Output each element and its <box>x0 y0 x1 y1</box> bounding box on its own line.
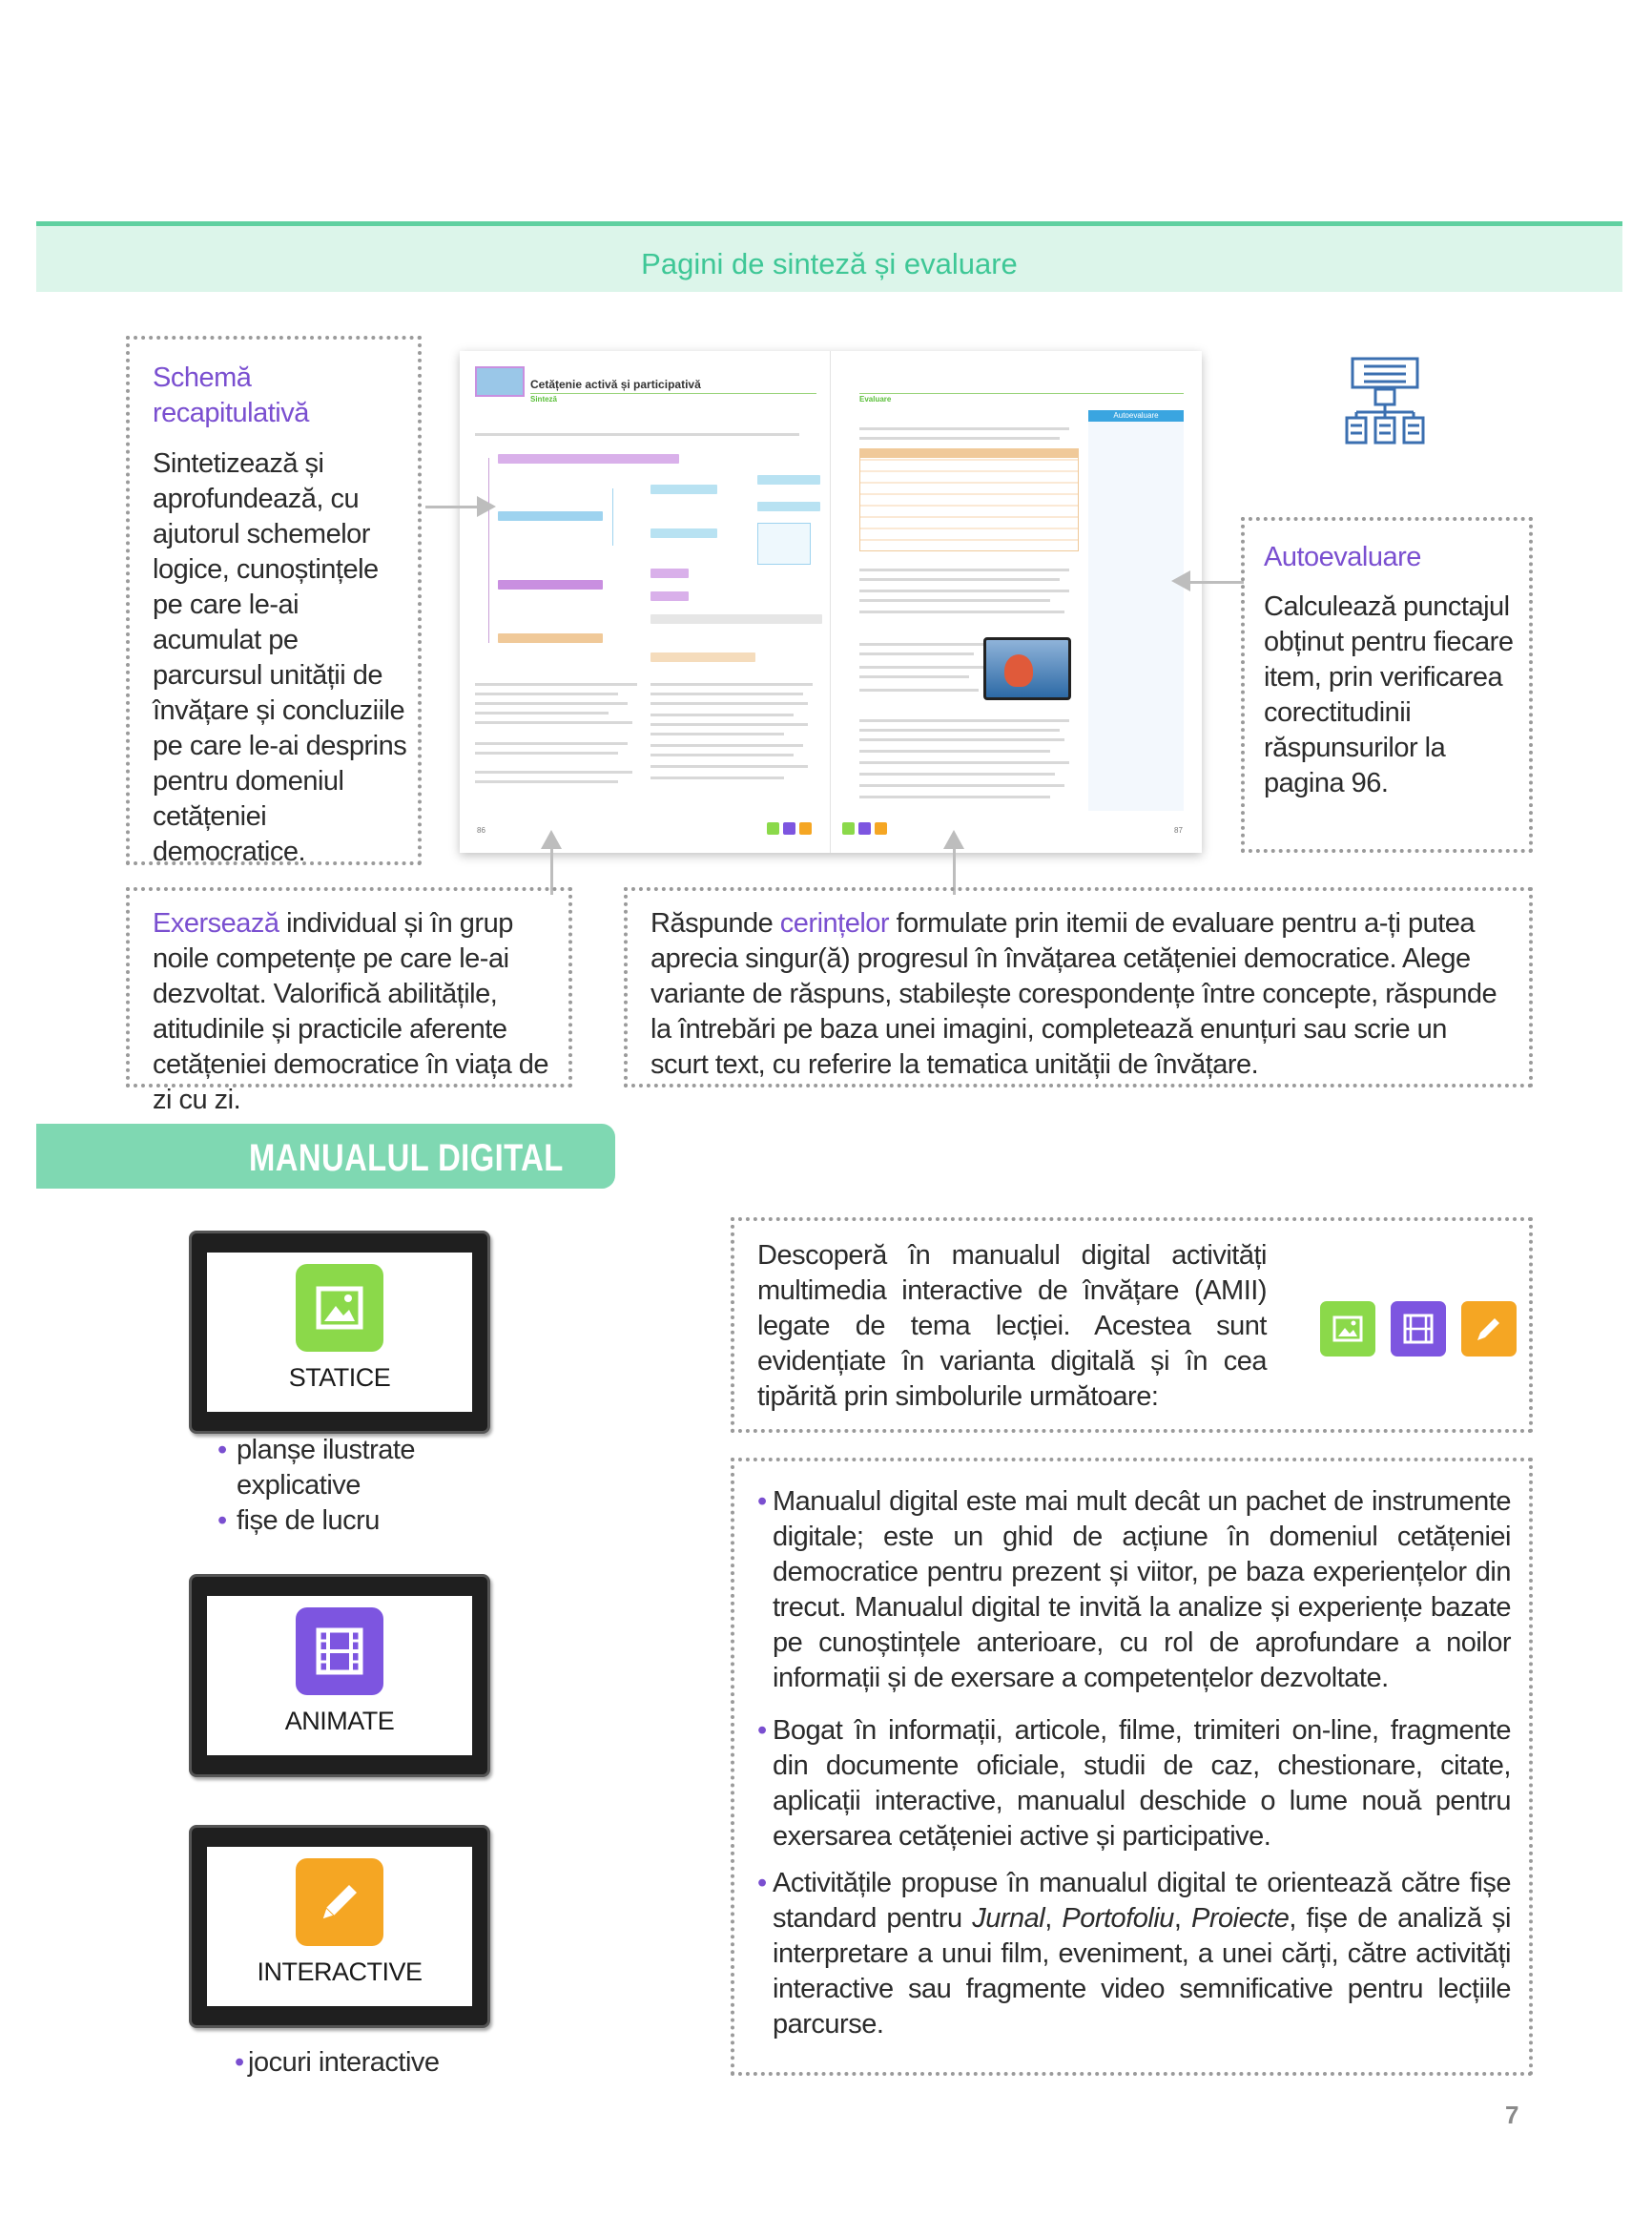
manual-digital-tab <box>36 1124 615 1189</box>
textbook-preview <box>460 351 1202 853</box>
section-title: Pagini de sinteză și evaluare <box>641 247 1018 280</box>
statice-list-item: • fișe de lucru <box>217 1505 380 1536</box>
exerseaza-text <box>153 906 561 1118</box>
amii-intro-box <box>731 1217 1533 1433</box>
autoevaluare-text: Calculează punctajul obținut pentru fiecare item, prin verificarea corectitudinii răspunsurilor la pagina 96. <box>1264 591 1514 798</box>
tablet-statice-label: STATICE <box>288 1363 391 1392</box>
book-right-page-number: 87 <box>1174 826 1183 835</box>
tablet-interactive <box>189 1825 490 2028</box>
statice-list-item: • planșe ilustrate explicative <box>217 1435 416 1501</box>
arrow-raspunde-head <box>943 830 964 849</box>
arrow-autoevaluare <box>1187 581 1244 584</box>
book-left-section: Sinteză <box>530 395 558 404</box>
book-title: Cetățenie activă și participativă <box>530 378 701 391</box>
schema-text: Sintetizează și aprofundează, cu ajutorul schemelor logice, cunoștințele pe care le-ai acumulat pe parcursul unității de învățare și concluziile pe care le-ai desprins pentru domeniul cetățeniei democratice. <box>153 448 407 867</box>
tablet-interactive-label: INTERACTIVE <box>257 1957 423 1986</box>
page-number: 7 <box>1505 2101 1519 2129</box>
textbook-right-page <box>831 351 1202 853</box>
textbook-left-page <box>460 351 831 853</box>
statice-list <box>217 1433 465 1539</box>
raspunde-body: formulate prin itemii de evaluare pentru a-ți putea aprecia singur(ă) progresul în învățarea cetățeniei democratice. Alege variante de răspuns, stabilește corespondențe între concepte, răspunde la întrebări pe baza unei imagini, completează enunțuri sau scrie un scurt text, cu referire la tematica unității de învățare. <box>650 908 1497 1080</box>
raspunde-text <box>650 906 1509 1083</box>
book-autoeval-box <box>1088 410 1184 811</box>
arrow-autoevaluare-head <box>1171 570 1190 591</box>
hierarchy-diagram-icon <box>1345 357 1425 445</box>
bullet-item: • Activitățile propuse în manualul digital te orientează către fișe standard pentru Jurnal, Portofoliu, Proiecte, fișe de analiză și interpretare a unui film, eveniment, a unei cărți, către activități interactive sau fragmente video semnificative pentru lecțiile parcurse. <box>757 1868 1511 2040</box>
pencil-icon <box>1461 1301 1517 1357</box>
raspunde-highlight: cerințelor <box>779 908 890 939</box>
raspunde-box <box>624 887 1533 1087</box>
arrow-exerseaza-head <box>541 830 562 849</box>
bullet-item: • Manualul digital este mai mult decât un pachet de instrumente digitale; este un ghid de acțiune în domeniul cetățeniei democratice pentru prezent și viitor, pe baza experiențelor din trecut. Manualul digital te invită la analize și experiențe bazate pe cunoștințele anterioare, cu rol de aprofundare a noilor informații și de exersare a competențelor dezvoltate. <box>757 1486 1511 1693</box>
pencil-icon <box>296 1858 383 1946</box>
schema-box <box>126 336 422 865</box>
book-header-image <box>475 366 525 397</box>
exerseaza-body: individual și în grup noile competențe pe care le-ai dezvoltat. Valorifică abilitățile, atitudinile și practicile aferente cetățeniei democratice în viața de zi cu zi. <box>153 908 549 1115</box>
interactive-list <box>235 2045 483 2081</box>
autoevaluare-box <box>1241 517 1533 853</box>
tablet-animate <box>189 1574 490 1777</box>
interactive-list-item: • jocuri interactive <box>235 2047 440 2078</box>
tablet-statice <box>189 1231 490 1434</box>
amii-intro-text: Descoperă în manualul digital activități multimedia interactive de învățare (AMII) legate de tema lecției. Acestea sunt evidențiate în varianta digitală și în cea tipărită prin simbolurile următoare: <box>757 1240 1267 1412</box>
image-icon <box>296 1264 383 1352</box>
autoevaluare-title: Autoevaluare <box>1264 542 1421 572</box>
film-icon <box>296 1607 383 1695</box>
film-icon <box>1391 1301 1446 1357</box>
schema-title: Schemă recapitulativă <box>153 362 309 428</box>
book-autoeval-label: Autoevaluare <box>1113 411 1159 420</box>
bullet-item: • Bogat în informații, articole, filme, trimiteri on-line, fragmente din documente oficiale, studii de caz, chestionare, citate, aplicații interactive, manualul deschide o lume nouă pentru exersarea cetățeniei active și participative. <box>757 1715 1511 1852</box>
raspunde-lead: Răspunde <box>650 908 780 939</box>
arrow-schema <box>425 506 485 508</box>
manual-digital-bullets-box <box>731 1458 1533 2076</box>
arrow-schema-head <box>477 496 496 517</box>
book-right-section: Evaluare <box>859 395 892 404</box>
exerseaza-box <box>126 887 572 1115</box>
exerseaza-highlight: Exersează <box>153 908 279 939</box>
tablet-animate-label: ANIMATE <box>284 1707 395 1735</box>
book-left-page-number: 86 <box>477 826 485 835</box>
section-header-band <box>36 221 1622 292</box>
manual-digital-title: MANUALUL DIGITAL <box>249 1137 564 1179</box>
image-icon <box>1320 1301 1375 1357</box>
